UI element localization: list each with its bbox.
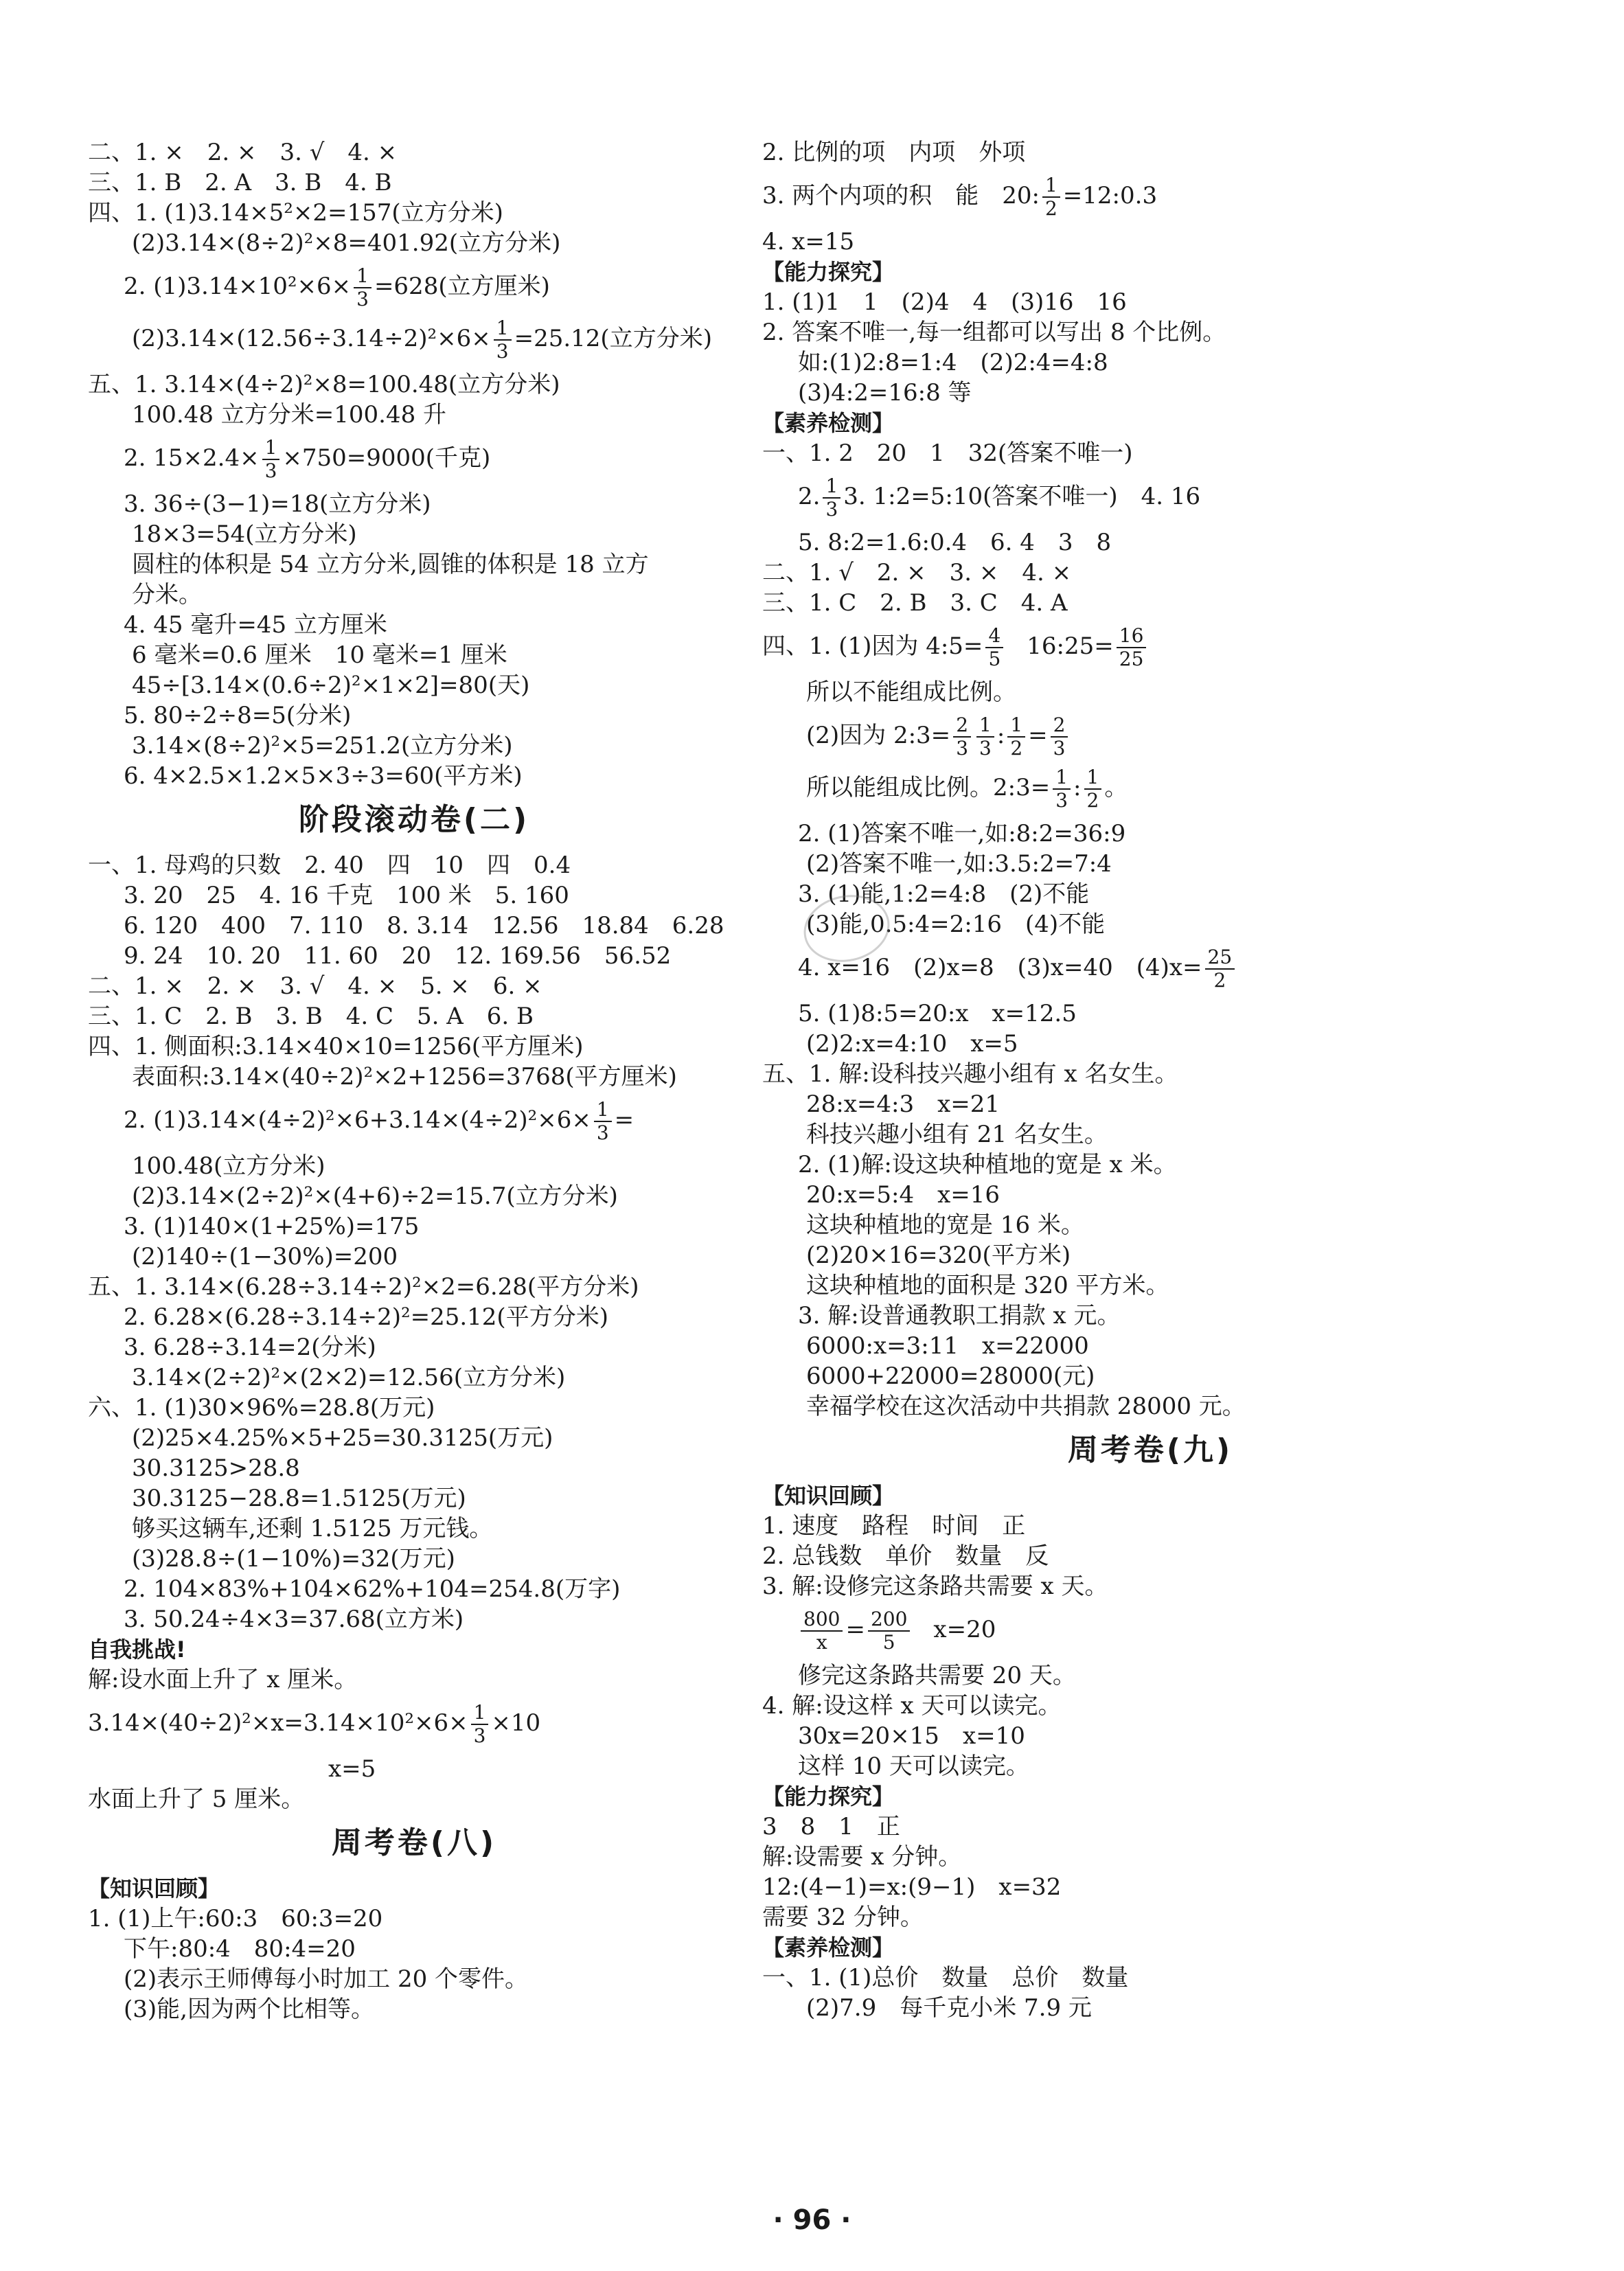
answer-line: (2)2:x=4:10 x=5 (806, 1030, 1018, 1058)
answer-line: 9. 24 10. 20 11. 60 20 12. 169.56 56.52 (124, 942, 672, 970)
left-column (88, 137, 740, 2024)
answer-line: (2)答案不唯一,如:3.5:2=7:4 (806, 850, 1112, 878)
expr: = (614, 1106, 634, 1134)
expr: x=20 (933, 1616, 996, 1643)
answer-line: (3)28.8÷(1−10%)=32(万元) (132, 1545, 455, 1573)
answer-line: 3. 20 25 4. 16 千克 100 米 5. 160 (124, 882, 569, 909)
numerator: 2 (953, 714, 971, 738)
answer-line: 够买这辆车,还剩 1.5125 万元钱。 (132, 1515, 493, 1542)
denominator: 2 (1213, 969, 1226, 992)
expr: (3)能,0.5:4=2:16 (4)不能 (806, 911, 1106, 938)
denominator: 3 (979, 737, 992, 760)
answer-line: 五、1. 解:设科技兴趣小组有 x 名女生。 (762, 1060, 1178, 1088)
answer-line: 100.48 立方分米=100.48 升 (132, 401, 447, 429)
answer-line: 6. 4×2.5×1.2×5×3÷3=60(平方米) (124, 762, 523, 790)
answer-line (762, 766, 1538, 812)
answer-line (762, 946, 1538, 992)
page-number: · 96 · (773, 2204, 851, 2236)
numerator: 1 (494, 317, 512, 341)
answer-line: 修完这条路共需要 20 天。 (798, 1662, 1076, 1689)
numerator: 1 (1007, 714, 1025, 738)
answer-line: 5. (1)8:5=20:x x=12.5 (798, 1000, 1077, 1027)
answer-line: 100.48(立方分米) (132, 1152, 325, 1180)
fraction (594, 1099, 612, 1144)
answer-line: 6000+22000=28000(元) (806, 1362, 1095, 1390)
answer-line: 五、1. 3.14×(6.28÷3.14÷2)²×2=6.28(平方分米) (88, 1273, 639, 1301)
answer-line: 三、1. B 2. A 3. B 4. B (88, 169, 392, 196)
fraction (1205, 946, 1235, 992)
answer-line: (2)表示王师傅每小时加工 20 个零件。 (124, 1965, 529, 1993)
right-column (762, 137, 1538, 2023)
numerator: 16 (1117, 625, 1147, 648)
answer-line: 6. 120 400 7. 110 8. 3.14 12.56 18.84 6.28 (124, 912, 724, 939)
answer-line: 四、1. 侧面积:3.14×40×10=1256(平方厘米) (88, 1033, 584, 1060)
answer-line: 4. x=15 (762, 228, 855, 255)
answer-line: 2. (1)解:设这块种植地的宽是 x 米。 (798, 1151, 1177, 1178)
answer-line: 一、1. 母鸡的只数 2. 40 四 10 四 0.4 (88, 852, 571, 879)
answer-line: 解:设水面上升了 x 厘米。 (88, 1666, 358, 1693)
numerator: 200 (868, 1608, 910, 1632)
answer-line: 六、1. (1)30×96%=28.8(万元) (88, 1394, 435, 1422)
answer-line: x=5 (328, 1755, 376, 1783)
expr: 16:25= (1027, 632, 1114, 660)
numerator: 1 (354, 265, 371, 288)
answer-line: 1. (1)上午:60:3 60:3=20 (88, 1905, 383, 1932)
denominator: 2 (1044, 197, 1057, 220)
answer-line: 1. (1)1 1 (2)4 4 (3)16 16 (762, 288, 1127, 316)
expr: 2. 15×2.4× (124, 444, 260, 472)
answer-line: 二、1. × 2. × 3. √ 4. × 5. × 6. × (88, 972, 542, 1000)
answer-line: 3 8 1 正 (762, 1813, 900, 1840)
answer-line (88, 265, 740, 310)
answer-line: 所以不能组成比例。 (806, 678, 1016, 706)
expr: ×10 (491, 1709, 541, 1737)
answer-line: 20:x=5:4 x=16 (806, 1181, 1000, 1209)
answer-line (762, 909, 1538, 939)
answer-line: (2)140÷(1−30%)=200 (132, 1243, 398, 1270)
answer-line: 三、1. C 2. B 3. B 4. C 5. A 6. B (88, 1003, 534, 1030)
answer-line: 一、1. 2 20 1 32(答案不唯一) (762, 440, 1133, 467)
answer-line: 下午:80:4 80:4=20 (124, 1935, 356, 1963)
challenge-label: 自我挑战! (88, 1636, 186, 1663)
answer-line (762, 174, 1538, 220)
answer-line: 五、1. 3.14×(4÷2)²×8=100.48(立方分米) (88, 371, 560, 398)
answer-line: 18×3=54(立方分米) (132, 521, 357, 548)
denominator: 5 (988, 648, 1001, 670)
numerator: 25 (1205, 946, 1235, 970)
answer-line: 3. (1)140×(1+25%)=175 (124, 1213, 420, 1240)
fraction (1053, 766, 1071, 812)
expr: 2. (1)3.14×10²×6× (124, 273, 352, 300)
answer-line: 2. 比例的项 内项 外项 (762, 139, 1026, 166)
answer-line: 2. (1)答案不唯一,如:8:2=36:9 (798, 820, 1126, 847)
answer-line: 解:设需要 x 分钟。 (762, 1843, 962, 1871)
denominator: 25 (1119, 648, 1144, 670)
numerator: 1 (1084, 766, 1102, 790)
answer-line: (2)25×4.25%×5+25=30.3125(万元) (132, 1424, 553, 1452)
subsection-label: 【知识回顾】 (762, 1483, 895, 1509)
answer-line: 表面积:3.14×(40÷2)²×2+1256=3768(平方厘米) (132, 1063, 677, 1091)
answer-line: 28:x=4:3 x=21 (806, 1091, 1000, 1118)
answer-line: 3. 解:设修完这条路共需要 x 天。 (762, 1573, 1108, 1600)
denominator: 3 (473, 1724, 486, 1747)
numerator: 1 (976, 714, 994, 738)
fraction (976, 714, 994, 760)
expr: =12:0.3 (1062, 182, 1158, 209)
expr: 2. (798, 483, 821, 510)
answer-line: 三、1. C 2. B 3. C 4. A (762, 589, 1068, 617)
expr: 3.14×(40÷2)²×x=3.14×10²×6× (88, 1709, 468, 1737)
denominator: 2 (1086, 789, 1099, 812)
subsection-label: 【知识回顾】 (88, 1875, 220, 1902)
denominator: 2 (1010, 737, 1023, 760)
answer-line (88, 317, 740, 363)
fraction (985, 625, 1003, 670)
expr: : (996, 722, 1005, 749)
answer-line (88, 1702, 740, 1747)
expr: = (1028, 722, 1048, 749)
section-heading: 周考卷(八) (331, 1825, 497, 1860)
answer-line: 2. 总钱数 单价 数量 反 (762, 1542, 1049, 1570)
expr: =628(立方厘米) (374, 273, 550, 300)
answer-line: 3. (1)能,1:2=4:8 (2)不能 (798, 880, 1090, 908)
answer-line: 3. 解:设普通教职工捐款 x 元。 (798, 1302, 1121, 1329)
answer-line: 3.14×(8÷2)²×5=251.2(立方分米) (132, 732, 513, 760)
answer-line: 需要 32 分钟。 (762, 1904, 924, 1931)
expr: 四、1. (1)因为 4:5= (762, 632, 983, 660)
denominator: 3 (356, 288, 369, 310)
answer-line: (2)3.14×(2÷2)²×(4+6)÷2=15.7(立方分米) (132, 1183, 618, 1210)
expr: 。 (1104, 774, 1128, 801)
answer-line: 4. 解:设这样 x 天可以读完。 (762, 1692, 1062, 1720)
answer-line: 圆柱的体积是 54 立方分米,圆锥的体积是 18 立方 (132, 551, 649, 578)
answer-line: 这样 10 天可以读完。 (798, 1753, 1029, 1780)
numerator: 1 (823, 475, 840, 499)
fraction (823, 475, 840, 521)
answer-line: 四、1. (1)3.14×5²×2=157(立方分米) (88, 199, 503, 227)
answer-line: 6 毫米=0.6 厘米 10 毫米=1 厘米 (132, 641, 507, 669)
denominator: 3 (596, 1121, 609, 1144)
answer-line: 6000:x=3:11 x=22000 (806, 1332, 1089, 1360)
answer-line (88, 437, 740, 482)
numerator: 2 (1051, 714, 1068, 738)
expr: ×750=9000(千克) (282, 444, 491, 472)
fraction (354, 265, 371, 310)
answer-line: 30x=20×15 x=10 (798, 1722, 1025, 1750)
answer-line: 30.3125>28.8 (132, 1454, 300, 1482)
answer-line: 4. 45 毫升=45 立方厘米 (124, 611, 387, 639)
answer-line: 这块种植地的面积是 320 平方米。 (806, 1272, 1169, 1299)
expr: (2)3.14×(12.56÷3.14÷2)²×6× (132, 325, 491, 352)
denominator: 3 (496, 340, 509, 363)
numerator: 1 (1053, 766, 1071, 790)
answer-line: 水面上升了 5 厘米。 (88, 1785, 305, 1813)
numerator: 1 (1042, 174, 1060, 198)
answer-line: (2)3.14×(8÷2)²×8=401.92(立方分米) (132, 229, 561, 257)
answer-line: 一、1. (1)总价 数量 总价 数量 (762, 1964, 1129, 1992)
expr: (2)因为 2:3= (806, 722, 951, 749)
answer-line: 幸福学校在这次活动中共捐款 28000 元。 (806, 1393, 1246, 1420)
fraction (494, 317, 512, 363)
answer-line: 30.3125−28.8=1.5125(万元) (132, 1485, 466, 1512)
subsection-label: 【能力探究】 (762, 259, 895, 285)
fraction (262, 437, 280, 482)
answer-line: 2. 104×83%+104×62%+104=254.8(万字) (124, 1575, 621, 1603)
answer-line: 2. 答案不唯一,每一组都可以写出 8 个比例。 (762, 319, 1226, 346)
denominator: 3 (264, 459, 277, 482)
answer-line (762, 625, 1538, 670)
answer-line: (3)能,因为两个比相等。 (124, 1996, 374, 2023)
expr: 3. 两个内项的积 能 20: (762, 182, 1040, 209)
answer-line: 二、1. × 2. × 3. √ 4. × (88, 139, 398, 166)
fraction (801, 1608, 843, 1654)
section-heading: 周考卷(九) (1067, 1433, 1233, 1468)
answer-line: 2. 6.28×(6.28÷3.14÷2)²=25.12(平方分米) (124, 1303, 608, 1331)
fraction (1007, 714, 1025, 760)
numerator: 1 (471, 1702, 489, 1725)
answer-line: 3. 36÷(3−1)=18(立方分米) (124, 490, 431, 518)
answer-line: 这块种植地的宽是 16 米。 (806, 1211, 1084, 1239)
denominator: 5 (882, 1631, 895, 1654)
expr: 2. (1)3.14×(4÷2)²×6+3.14×(4÷2)²×6× (124, 1106, 591, 1134)
expr: 3. 1:2=5:10(答案不唯一) 4. 16 (843, 483, 1201, 510)
section-heading: 阶段滚动卷(二) (298, 802, 530, 837)
answer-line: 3.14×(2÷2)²×(2×2)=12.56(立方分米) (132, 1364, 566, 1391)
fraction (1051, 714, 1068, 760)
answer-line: 科技兴趣小组有 21 名女生。 (806, 1121, 1108, 1148)
subsection-label: 【素养检测】 (762, 1935, 895, 1961)
fraction (1042, 174, 1060, 220)
answer-line: 5. 8:2=1.6:0.4 6. 4 3 8 (798, 529, 1112, 556)
answer-line: (2)20×16=320(平方米) (806, 1242, 1071, 1269)
answer-line: 分米。 (132, 581, 202, 608)
answer-line (88, 1099, 740, 1144)
fraction (471, 1702, 489, 1747)
fraction (868, 1608, 910, 1654)
answer-line: 二、1. √ 2. × 3. × 4. × (762, 559, 1072, 586)
answer-line: 12:(4−1)=x:(9−1) x=32 (762, 1873, 1062, 1901)
denominator: 3 (1053, 737, 1066, 760)
expr: 4. x=16 (2)x=8 (3)x=40 (4)x= (798, 954, 1202, 981)
subsection-label: 【能力探究】 (762, 1783, 895, 1810)
answer-line (762, 714, 1538, 760)
fraction (1117, 625, 1147, 670)
numerator: 800 (801, 1608, 843, 1632)
answer-line: 3. 50.24÷4×3=37.68(立方米) (124, 1606, 464, 1633)
subsection-label: 【素养检测】 (762, 410, 895, 436)
expr: : (1073, 774, 1082, 801)
expr: =25.12(立方分米) (514, 325, 712, 352)
expr: 所以能组成比例。2:3= (806, 774, 1051, 801)
answer-line: 5. 80÷2÷8=5(分米) (124, 702, 352, 729)
numerator: 1 (262, 437, 280, 460)
denominator: 3 (956, 737, 969, 760)
denominator: x (816, 1631, 827, 1654)
answer-line (762, 475, 1538, 521)
answer-line: (3)4:2=16:8 等 (798, 379, 972, 407)
denominator: 3 (1055, 789, 1068, 812)
fraction (953, 714, 971, 760)
numerator: 4 (985, 625, 1003, 648)
answer-line: $\frac{800}{x}$ = $\frac{200}{5}$ x=20 (762, 1608, 1538, 1654)
fraction (1084, 766, 1102, 812)
numerator: 1 (594, 1099, 612, 1122)
answer-line: (2)7.9 每千克小米 7.9 元 (806, 1994, 1092, 2022)
denominator: 3 (825, 498, 838, 521)
answer-line: 如:(1)2:8=1:4 (2)2:4=4:8 (798, 349, 1108, 376)
answer-line: 1. 速度 路程 时间 正 (762, 1512, 1026, 1540)
answer-line: 3. 6.28÷3.14=2(分米) (124, 1334, 376, 1361)
answer-line: 45÷[3.14×(0.6÷2)²×1×2]=80(天) (132, 672, 530, 699)
